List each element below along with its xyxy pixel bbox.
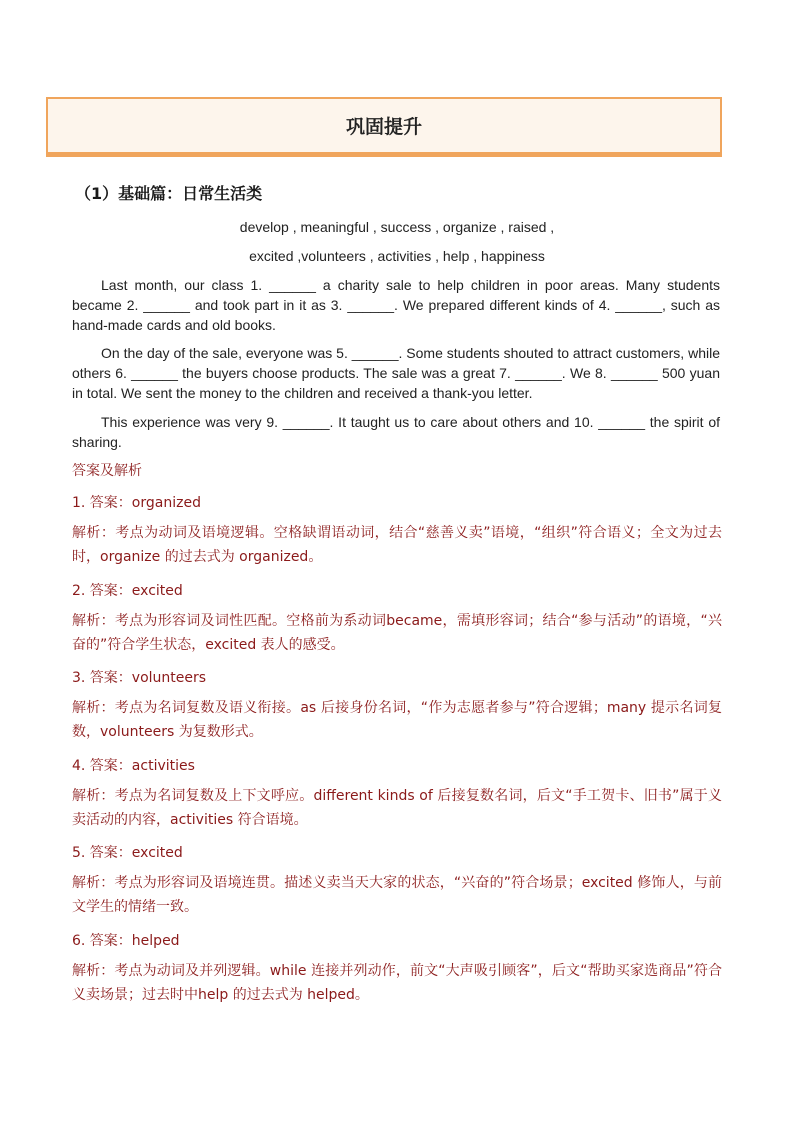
word-bank-line-1: develop , meaningful , success , organize , raised , — [239, 219, 555, 235]
title-box — [46, 97, 722, 157]
answer-3: 3. 答案：volunteers — [72, 670, 207, 686]
explanation-6: 解析：考点为动词及并列逻辑。while 连接并列动作，前文“大声吸引顾客”，后文“帮助买家选商品”符合义卖场景；过去时中help 的过去式为 helped。 — [72, 963, 722, 1003]
answers-heading: 答案及解析 — [72, 463, 142, 479]
answer-4: 4. 答案：activities — [72, 758, 195, 774]
explanation-3: 解析：考点为名词复数及语义衔接。as 后接身份名词，“作为志愿者参与”符合逻辑；many 提示名词复数，volunteers 为复数形式。 — [72, 700, 722, 740]
answer-1: 1. 答案：organized — [72, 495, 201, 511]
passage-paragraph-1: Last month, our class 1. ______ a charity sale to help children in poor areas. Many students became 2. ______ and took part in it as 3. ______. We prepared different kinds of 4. ______, such as hand-made cards and old books. — [72, 277, 720, 333]
passage-paragraph-2: On the day of the sale, everyone was 5. ______. Some students shouted to attract customers, while others 6. ______ the buyers choose products. The sale was a great 7. ______. We 8. ______ 500 yuan in total. We sent the money to the children and received a thank-you letter. — [72, 345, 720, 401]
explanation-2: 解析：考点为形容词及词性匹配。空格前为系动词became，需填形容词；结合“参与活动”的语境，“兴奋的”符合学生状态，excited 表人的感受。 — [72, 613, 722, 653]
answer-2: 2. 答案：excited — [72, 583, 183, 599]
explanation-5: 解析：考点为形容词及语境连贯。描述义卖当天大家的状态，“兴奋的”符合场景；excited 修饰人，与前文学生的情绪一致。 — [72, 875, 722, 915]
explanation-1: 解析：考点为动词及语境逻辑。空格缺谓语动词，结合“慈善义卖”语境，“组织”符合语义；全文为过去时，organize 的过去式为 organized。 — [72, 525, 722, 565]
page-title: 巩固提升 — [345, 116, 422, 138]
section-heading: （1）基础篇：日常生活类 — [75, 184, 263, 203]
word-bank-line-2: excited ,volunteers , activities , help , happiness — [249, 248, 545, 264]
passage-paragraph-3: This experience was very 9. ______. It taught us to care about others and 10. ______ the spirit of sharing. — [72, 414, 720, 450]
answer-5: 5. 答案：excited — [72, 845, 183, 861]
answer-6: 6. 答案：helped — [72, 933, 180, 949]
explanation-4: 解析：考点为名词复数及上下文呼应。different kinds of 后接复数名词，后文“手工贺卡、旧书”属于义卖活动的内容，activities 符合语境。 — [72, 788, 722, 828]
